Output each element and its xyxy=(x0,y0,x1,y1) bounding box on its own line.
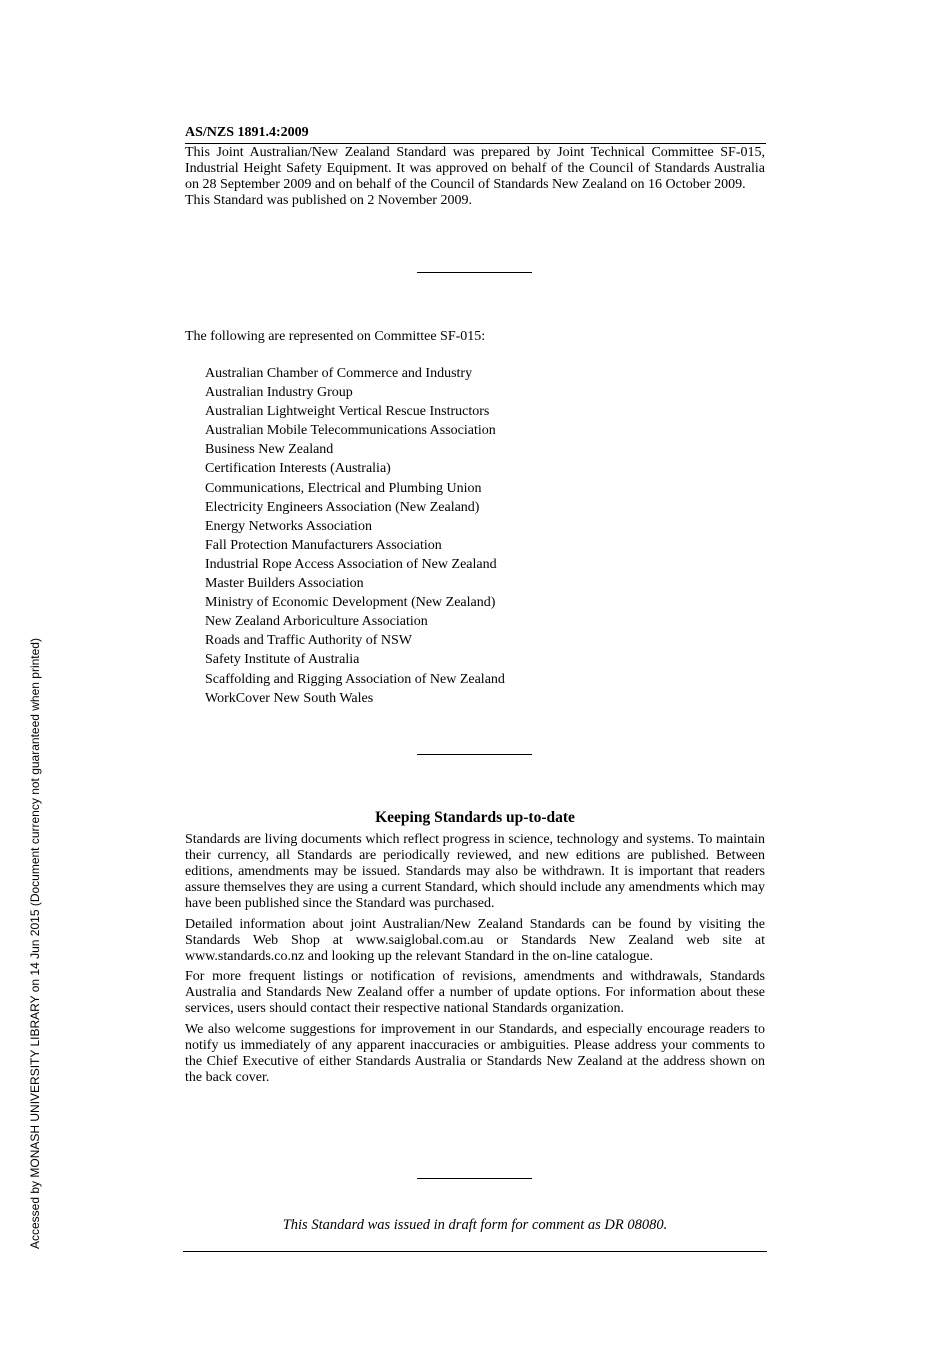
committee-intro: The following are represented on Committee SF-015: xyxy=(185,329,486,344)
committee-member: Communications, Electrical and Plumbing Union xyxy=(205,480,482,496)
committee-member: New Zealand Arboriculture Association xyxy=(205,614,428,630)
committee-member: Fall Protection Manufacturers Association xyxy=(205,537,442,553)
committee-member: Ministry of Economic Development (New Zealand) xyxy=(205,595,496,611)
committee-member: Energy Networks Association xyxy=(205,518,372,534)
section-divider xyxy=(417,272,532,273)
preparation-block xyxy=(185,145,765,209)
keeping-up-to-date-body xyxy=(185,832,765,1090)
section-heading: Keeping Standards up-to-date xyxy=(375,809,575,826)
committee-member: Australian Lightweight Vertical Rescue Instructors xyxy=(205,404,490,420)
draft-note: This Standard was issued in draft form for comment as DR 08080. xyxy=(282,1217,668,1233)
access-stamp: Accessed by MONASH UNIVERSITY LIBRARY on 14 Jun 2015 (Document currency not guaranteed when printed) xyxy=(28,638,42,1249)
committee-member: Business New Zealand xyxy=(205,442,334,458)
body-paragraph: Detailed information about joint Australian/New Zealand Standards can be found by visiting the Standards Web Shop at www.saiglobal.com.au or Standards New Zealand web site at www.standards.co.nz and looking up the relevant Standard in the on-line catalogue. xyxy=(185,916,765,964)
committee-member: Roads and Traffic Authority of NSW xyxy=(205,633,413,649)
body-paragraph: We also welcome suggestions for improvement in our Standards, and especially encourage readers to notify us immediately of any apparent inaccuracies or ambiguities. Please address your comments to the Chief Executive of either Standards Australia or Standards New Zealand at the address shown on the back cover. xyxy=(185,1021,765,1085)
committee-member: Australian Industry Group xyxy=(205,385,353,401)
committee-member-list xyxy=(205,364,505,708)
section-divider xyxy=(417,754,532,755)
footer-rule xyxy=(183,1251,767,1252)
publication-line: This Standard was published on 2 November 2009. xyxy=(185,193,472,208)
header-rule xyxy=(185,143,766,144)
committee-member: Safety Institute of Australia xyxy=(205,652,360,668)
standard-number: AS/NZS 1891.4:2009 xyxy=(185,125,309,140)
body-paragraph: For more frequent listings or notification of revisions, amendments and withdrawals, Standards Australia and Standards New Zealand offer a number of update options. For information about these services, users should contact their respective national Standards organization. xyxy=(185,969,765,1016)
committee-member: WorkCover New South Wales xyxy=(205,690,374,706)
committee-member: Industrial Rope Access Association of New Zealand xyxy=(205,556,497,572)
committee-member: Electricity Engineers Association (New Zealand) xyxy=(205,499,480,515)
committee-member: Australian Mobile Telecommunications Association xyxy=(205,423,496,439)
committee-member: Australian Chamber of Commerce and Industry xyxy=(205,366,473,381)
committee-member: Scaffolding and Rigging Association of New Zealand xyxy=(205,671,505,687)
section-divider xyxy=(417,1178,532,1179)
committee-member: Master Builders Association xyxy=(205,576,364,592)
body-paragraph: Standards are living documents which reflect progress in science, technology and systems. To maintain their currency, all Standards are periodically reviewed, and new editions are published. Between editions, amendments may be issued. Standards may also be withdrawn. It is important that readers assure themselves they are using a current Standard, which should include any amendments which may have been published since the Standard was purchased. xyxy=(185,832,765,911)
preparation-paragraph: This Joint Australian/New Zealand Standard was prepared by Joint Technical Committee SF-015, Industrial Height Safety Equipment. It was approved on behalf of the Council of Standards Australia on 28 September 2009 and on behalf of the Council of Standards New Zealand on 16 October 2009. xyxy=(185,145,765,192)
committee-member: Certification Interests (Australia) xyxy=(205,461,391,477)
